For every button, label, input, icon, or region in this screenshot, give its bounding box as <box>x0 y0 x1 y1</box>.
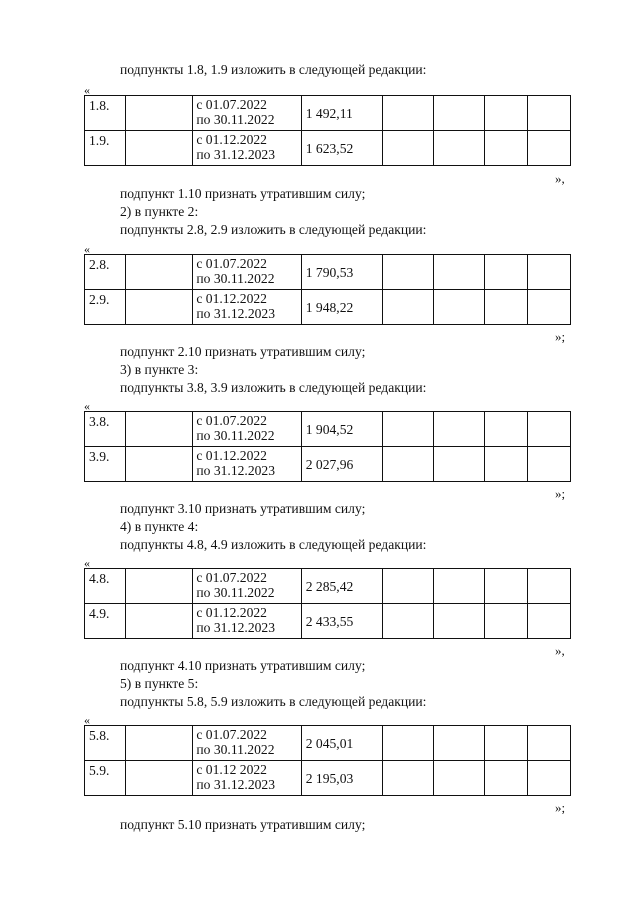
amendment-table-3 <box>84 411 571 482</box>
empty-cell <box>434 447 484 482</box>
row-number: 3.8. <box>85 412 126 447</box>
closing-quote: », <box>555 643 565 658</box>
paragraph-line: подпункт 1.10 признать утратившим силу; <box>120 186 366 201</box>
table-row <box>85 96 571 131</box>
amendment-table-4 <box>84 568 571 639</box>
empty-cell <box>528 255 571 290</box>
empty-cell <box>382 761 433 796</box>
paragraph-line: подпункты 3.8, 3.9 изложить в следующей редакции: <box>120 380 427 395</box>
period-cell <box>193 131 301 166</box>
opening-quote: « <box>84 556 90 570</box>
empty-cell <box>125 726 193 761</box>
price-cell: 1 492,11 <box>301 96 382 131</box>
empty-cell <box>382 569 433 604</box>
empty-cell <box>434 604 484 639</box>
period-to: по 30.11.2022 <box>196 742 275 757</box>
closing-quote: », <box>555 171 565 186</box>
empty-cell <box>528 412 571 447</box>
empty-cell <box>382 412 433 447</box>
period-cell <box>193 726 301 761</box>
paragraph-line: 2) в пункте 2: <box>120 204 199 219</box>
empty-cell <box>484 761 528 796</box>
empty-cell <box>434 569 484 604</box>
table-row <box>85 131 571 166</box>
period-cell <box>193 96 301 131</box>
period-to: по 31.12.2023 <box>196 777 276 792</box>
paragraph-line: подпункт 2.10 признать утратившим силу; <box>120 344 366 359</box>
empty-cell <box>528 290 571 325</box>
price-cell: 2 285,42 <box>301 569 382 604</box>
row-number: 1.8. <box>85 96 126 131</box>
period-cell <box>193 447 301 482</box>
empty-cell <box>484 96 528 131</box>
empty-cell <box>382 726 433 761</box>
empty-cell <box>125 569 193 604</box>
empty-cell <box>125 131 193 166</box>
price-cell: 1 623,52 <box>301 131 382 166</box>
empty-cell <box>528 604 571 639</box>
empty-cell <box>382 131 433 166</box>
price-cell: 1 790,53 <box>301 255 382 290</box>
opening-quote: « <box>84 713 90 727</box>
period-cell <box>193 569 301 604</box>
price-cell: 2 433,55 <box>301 604 382 639</box>
period-from: с 01.12 2022 <box>196 762 267 777</box>
table-row <box>85 290 571 325</box>
period-from: с 01.07.2022 <box>196 97 267 112</box>
empty-cell <box>434 131 484 166</box>
row-number: 2.8. <box>85 255 126 290</box>
table-row <box>85 447 571 482</box>
paragraph-line: 4) в пункте 4: <box>120 519 199 534</box>
row-number: 4.9. <box>85 604 126 639</box>
empty-cell <box>434 761 484 796</box>
empty-cell <box>434 96 484 131</box>
empty-cell <box>484 569 528 604</box>
period-to: по 31.12.2023 <box>196 463 276 478</box>
period-from: с 01.07.2022 <box>196 570 267 585</box>
period-from: с 01.12.2022 <box>196 605 267 620</box>
empty-cell <box>528 131 571 166</box>
empty-cell <box>528 447 571 482</box>
period-from: с 01.12.2022 <box>196 291 267 306</box>
paragraph-line: подпункты 4.8, 4.9 изложить в следующей редакции: <box>120 537 427 552</box>
empty-cell <box>125 290 193 325</box>
empty-cell <box>125 604 193 639</box>
paragraph-line: подпункты 5.8, 5.9 изложить в следующей редакции: <box>120 694 427 709</box>
amendment-table-5 <box>84 725 571 796</box>
paragraph-line: подпункт 4.10 признать утратившим силу; <box>120 658 366 673</box>
price-cell: 2 045,01 <box>301 726 382 761</box>
opening-quote: « <box>84 242 90 256</box>
table-row <box>85 569 571 604</box>
empty-cell <box>434 255 484 290</box>
row-number: 5.9. <box>85 761 126 796</box>
amendment-table-1 <box>84 95 571 166</box>
period-cell <box>193 290 301 325</box>
opening-quote: « <box>84 83 90 97</box>
empty-cell <box>125 761 193 796</box>
period-from: с 01.12.2022 <box>196 448 267 463</box>
row-number: 2.9. <box>85 290 126 325</box>
empty-cell <box>484 447 528 482</box>
period-to: по 30.11.2022 <box>196 585 275 600</box>
empty-cell <box>484 255 528 290</box>
table-row <box>85 761 571 796</box>
closing-quote: »; <box>555 486 566 501</box>
period-to: по 31.12.2023 <box>196 306 276 321</box>
empty-cell <box>434 412 484 447</box>
empty-cell <box>528 96 571 131</box>
table-row <box>85 412 571 447</box>
paragraph-line: подпункт 3.10 признать утратившим силу; <box>120 501 366 516</box>
paragraph-line: 3) в пункте 3: <box>120 362 199 377</box>
period-from: с 01.07.2022 <box>196 256 267 271</box>
period-to: по 30.11.2022 <box>196 112 275 127</box>
period-to: по 30.11.2022 <box>196 271 275 286</box>
empty-cell <box>484 290 528 325</box>
empty-cell <box>528 761 571 796</box>
empty-cell <box>484 131 528 166</box>
paragraph-line: подпункты 1.8, 1.9 изложить в следующей редакции: <box>120 62 427 77</box>
period-from: с 01.07.2022 <box>196 727 267 742</box>
empty-cell <box>484 726 528 761</box>
empty-cell <box>382 255 433 290</box>
paragraph-line: подпункты 2.8, 2.9 изложить в следующей редакции: <box>120 222 427 237</box>
empty-cell <box>382 290 433 325</box>
price-cell: 2 027,96 <box>301 447 382 482</box>
row-number: 4.8. <box>85 569 126 604</box>
empty-cell <box>382 604 433 639</box>
price-cell: 1 948,22 <box>301 290 382 325</box>
table-row <box>85 604 571 639</box>
empty-cell <box>484 412 528 447</box>
row-number: 5.8. <box>85 726 126 761</box>
table-row <box>85 726 571 761</box>
period-cell <box>193 255 301 290</box>
empty-cell <box>434 290 484 325</box>
period-cell <box>193 761 301 796</box>
period-to: по 31.12.2023 <box>196 620 276 635</box>
period-cell <box>193 604 301 639</box>
period-to: по 30.11.2022 <box>196 428 275 443</box>
period-to: по 31.12.2023 <box>196 147 276 162</box>
empty-cell <box>528 569 571 604</box>
paragraph-line: 5) в пункте 5: <box>120 676 199 691</box>
empty-cell <box>528 726 571 761</box>
empty-cell <box>125 447 193 482</box>
closing-quote: »; <box>555 800 566 815</box>
empty-cell <box>382 447 433 482</box>
empty-cell <box>125 412 193 447</box>
period-cell <box>193 412 301 447</box>
empty-cell <box>125 255 193 290</box>
opening-quote: « <box>84 399 90 413</box>
period-from: с 01.07.2022 <box>196 413 267 428</box>
empty-cell <box>434 726 484 761</box>
amendment-table-2 <box>84 254 571 325</box>
empty-cell <box>382 96 433 131</box>
paragraph-line: подпункт 5.10 признать утратившим силу; <box>120 817 366 832</box>
empty-cell <box>484 604 528 639</box>
closing-quote: »; <box>555 329 566 344</box>
row-number: 3.9. <box>85 447 126 482</box>
period-from: с 01.12.2022 <box>196 132 267 147</box>
price-cell: 1 904,52 <box>301 412 382 447</box>
row-number: 1.9. <box>85 131 126 166</box>
price-cell: 2 195,03 <box>301 761 382 796</box>
empty-cell <box>125 96 193 131</box>
table-row <box>85 255 571 290</box>
